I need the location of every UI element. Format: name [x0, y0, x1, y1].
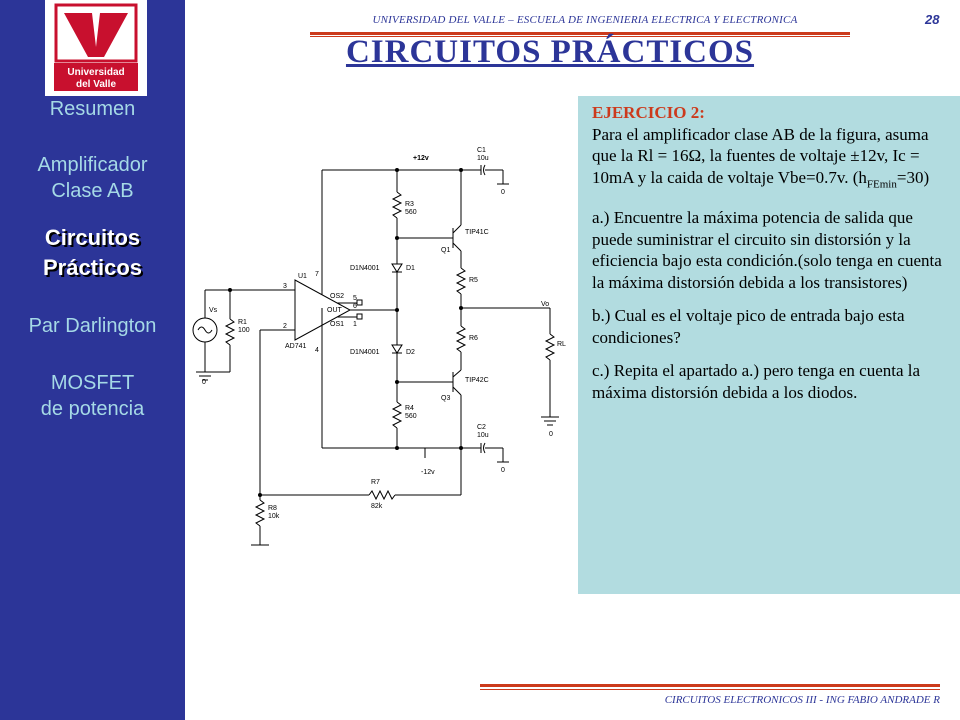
exercise-box [578, 96, 960, 594]
label-q3: Q3 [441, 395, 451, 402]
footer-rule-thin [480, 689, 940, 690]
label-gnd-c2: 0 [501, 467, 505, 474]
label-d1: D1 [406, 265, 415, 272]
label-c2: C2 [477, 424, 486, 431]
label-gnd-rl: 0 [549, 431, 553, 438]
label-r3-val: 560 [405, 209, 417, 216]
amplifier-schematic [185, 140, 580, 560]
label-vpos: +12v [413, 155, 429, 162]
label-u1-part: AD741 [285, 343, 307, 350]
label-r3: R3 [405, 201, 414, 208]
label-r7-val: 82k [371, 503, 383, 510]
exercise-intro-end: =30) [896, 167, 930, 187]
label-pin1: 1 [353, 321, 357, 328]
label-d1-part: D1N4001 [350, 265, 380, 272]
university-logo [45, 0, 147, 96]
nav-resumen[interactable]: Resumen [49, 98, 136, 120]
logo-emblem-icon [46, 1, 146, 95]
label-out: OUT [327, 307, 342, 314]
exercise-intro [592, 124, 946, 196]
logo-text-2: del Valle [75, 79, 117, 90]
label-vneg: -12v [421, 469, 435, 476]
label-q1-part: TIP41C [465, 229, 489, 236]
label-vs: Vs [209, 307, 218, 314]
label-c2-val: 10u [477, 432, 489, 439]
label-pin6: 6 [353, 303, 357, 310]
logo-text-1: Universidad [67, 67, 125, 78]
label-os2: OS2 [330, 293, 345, 300]
label-r7: R7 [371, 479, 380, 486]
label-rl: RL [557, 341, 566, 348]
label-vo: Vo [541, 301, 550, 308]
label-d2: D2 [406, 349, 415, 356]
page-title: CIRCUITOS PRÁCTICOS [345, 34, 755, 70]
label-c1-val: 10u [477, 155, 489, 162]
exercise-part-a: a.) Encuentre la máxima potencia de salida que puede suministrar el circuito sin distorsión y la eficiencia bajo esta condición.(solo tenga en cuenta la máxima distorsión debida a los transistores) [592, 208, 942, 292]
nav-mosfet-de-potencia[interactable]: MOSFET de potencia [40, 372, 145, 420]
exercise-intro-main: Para el amplificador clase AB de la figura, asuma que la Rl = 16Ω, la fuentes de voltaje ±12v, Ic = 10mA y la caida de voltaje Vbe=0.7v. (h [592, 124, 929, 187]
label-q1: Q1 [441, 247, 451, 254]
exercise-part-b: b.) Cual es el voltaje pico de entrada bajo esta condiciones? [592, 306, 905, 347]
label-gnd-vs: 0 [202, 379, 206, 386]
university-header: UNIVERSIDAD DEL VALLE – ESCUELA DE INGENIERIA ELECTRICA Y ELECTRONICA [372, 14, 798, 26]
footer-rule [480, 684, 940, 687]
label-r5: R5 [469, 277, 478, 284]
page-number: 28 [925, 12, 940, 27]
label-r8: R8 [268, 505, 277, 512]
label-r1: R1 [238, 319, 247, 326]
nav-par-darlington[interactable]: Par Darlington [28, 315, 157, 337]
label-q3-part: TIP42C [465, 377, 489, 384]
label-c1: C1 [477, 147, 486, 154]
sidebar [0, 0, 185, 720]
label-pin7: 7 [315, 271, 319, 278]
nav-circuitos-practicos[interactable]: Circuitos Prácticos [42, 225, 143, 280]
footer-text: CIRCUITOS ELECTRONICOS III - ING FABIO ANDRADE R [664, 694, 940, 706]
label-os1: OS1 [330, 321, 345, 328]
label-r4-val: 560 [405, 413, 417, 420]
nav-amplificador-clase-ab[interactable]: Amplificador Clase AB [37, 154, 148, 202]
label-pin4: 4 [315, 347, 319, 354]
label-r4: R4 [405, 405, 414, 412]
label-d2-part: D1N4001 [350, 349, 380, 356]
label-pin2: 2 [283, 323, 287, 330]
exercise-title: EJERCICIO 2: [592, 103, 705, 122]
label-pin5: 5 [353, 295, 357, 302]
label-u1: U1 [298, 273, 307, 280]
label-gnd-c1: 0 [501, 189, 505, 196]
exercise-part-c: c.) Repita el apartado a.) pero tenga en cuenta la máxima distorsión debida a los diodos. [592, 361, 921, 402]
label-pin3: 3 [283, 283, 287, 290]
label-r6: R6 [469, 335, 478, 342]
label-r1-val: 100 [238, 327, 250, 334]
label-r8-val: 10k [268, 513, 280, 520]
exercise-intro-subscript: FEmin [866, 177, 897, 190]
